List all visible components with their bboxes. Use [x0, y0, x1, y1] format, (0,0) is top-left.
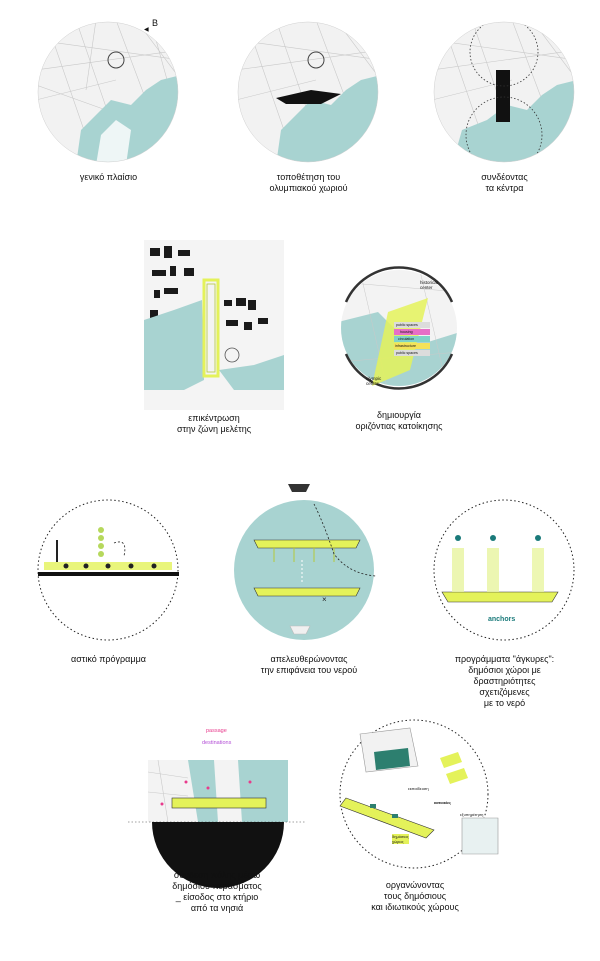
layer-label-public-spaces-top: public spaces [396, 323, 418, 327]
panel-public-private [330, 718, 500, 868]
caption-anchors: προγράμματα "άγκυρες": δημόσιοι χώροι με δραστηριότητες σχετιζόμενες με το νερό [454, 654, 555, 708]
caption-free-water: απελευθερώνοντας την επιφάνεια του νερού [260, 654, 358, 675]
label-public-space: δημόσιος χώρος [392, 834, 409, 844]
label-historical-center: historical center [420, 280, 438, 290]
label-olympic-center: olympic center [366, 376, 382, 386]
map-circle-general [36, 20, 181, 165]
caption-connecting-centers: συνδέοντας τα κέντρα [481, 172, 528, 193]
map-circle-olympic [236, 20, 381, 165]
north-arrow-icon: ◀ [144, 27, 149, 33]
layer-label-public-spaces-bottom: public spaces [396, 351, 418, 355]
panel-anchors [432, 498, 577, 643]
label-housing: κατοικίες [434, 800, 452, 805]
caption-general-context: γενικό πλαίσιο [79, 172, 138, 182]
map-study-zone [144, 240, 284, 410]
panel-general-context [36, 20, 181, 165]
layer-label-circulation: circulation [398, 337, 415, 341]
panel-horizontal-housing [338, 262, 460, 392]
panel-study-zone [144, 240, 284, 410]
caption-city-connection: σύνδεση πόλης μέσω δημόσιου περάσματος _ είσοδος στο κτήριο από τα νησιά [172, 870, 262, 913]
caption-horizontal-housing: δημιουργία οριζόντιας κατοίκησης [355, 410, 443, 431]
anchors-label: anchors [488, 616, 516, 623]
caption-olympic-village: τοποθέτηση του ολυμπιακού χωριού [269, 172, 348, 193]
panel-free-water [234, 484, 384, 644]
legend-passage: passage [206, 728, 227, 734]
panel-olympic-village [236, 20, 381, 165]
panel-city-connection [128, 722, 306, 874]
layer-label-infrastructure: infrastructure [395, 344, 416, 348]
panel-urban-program [36, 498, 181, 643]
panel-connecting-centers [432, 20, 577, 165]
legend-destinations: destinations [202, 740, 232, 746]
diagram-free-water [234, 484, 384, 644]
label-education: εκπαίδευση [408, 786, 429, 791]
map-city-connection [128, 722, 306, 874]
layer-label-housing: housing [400, 330, 413, 334]
diagram-public-private [330, 718, 500, 868]
caption-public-private: οργανώνοντας τους δημόσιους και ιδιωτικούς χώρους [371, 880, 459, 912]
caption-urban-program: αστικό πρόγραμμα [71, 654, 146, 664]
north-marker: B [152, 18, 159, 28]
label-service: εξυπηρέτηση [460, 812, 484, 817]
svg-text:×: × [322, 595, 327, 604]
map-circle-connect [432, 20, 577, 165]
caption-study-zone: επικέντρωση στην ζώνη μελέτης [176, 413, 252, 434]
diagram-urban-program [36, 498, 181, 643]
